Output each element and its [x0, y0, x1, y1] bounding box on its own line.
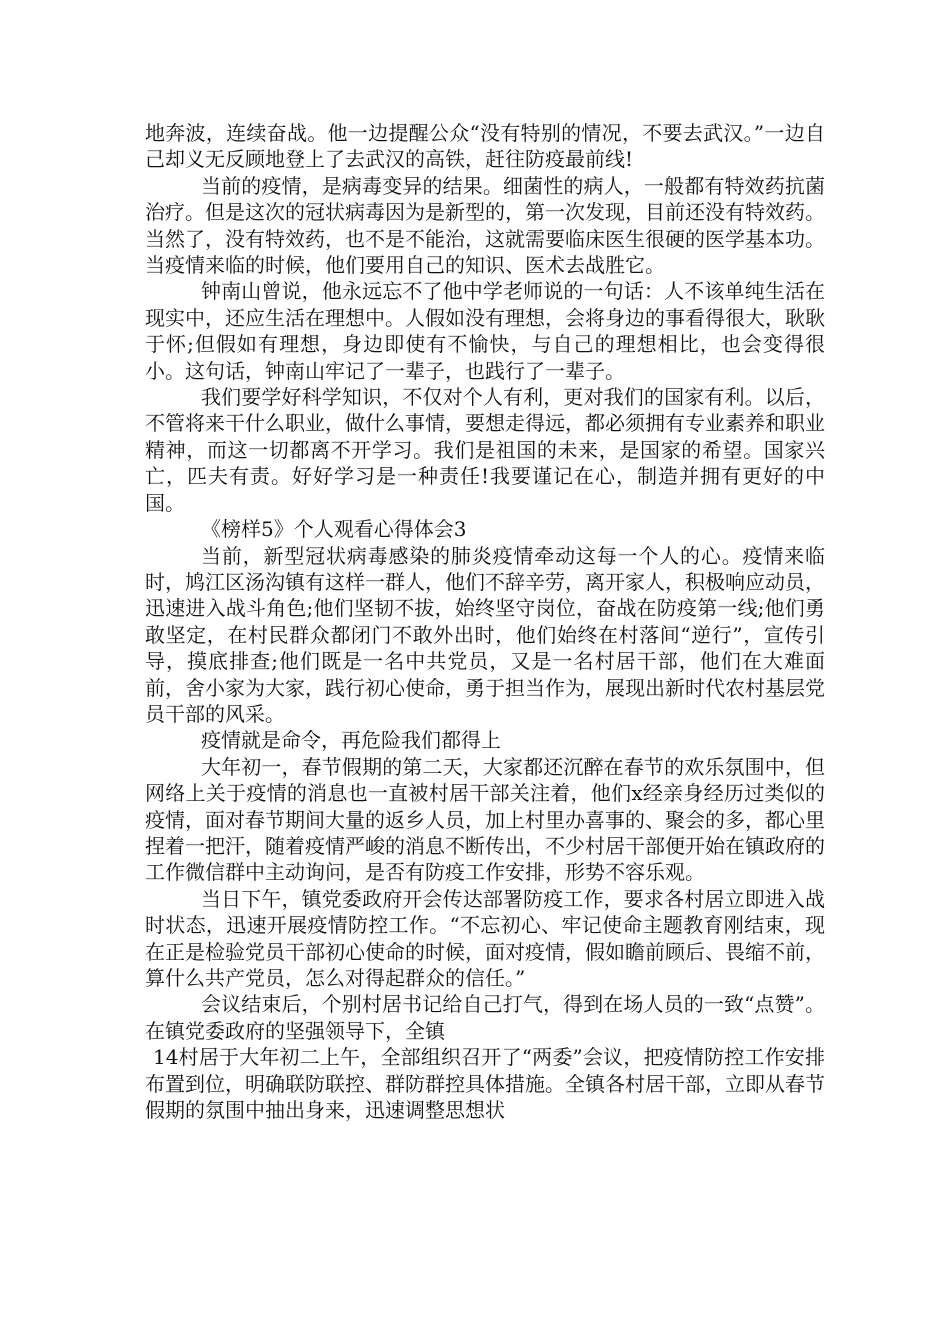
paragraph-2: 当前的疫情，是病毒变异的结果。细菌性的病人，一般都有特效药抗菌治疗。但是这次的冠状病毒因为是新型的，第一次发现，目前还没有特效药。当然了，没有特效药，也不是不能治，这就需要临床医生很硬的医学基本功。当疫情来临的时候，他们要用自己的知识、医术去战胜它。: [145, 173, 825, 278]
paragraph-4: 我们要学好科学知识，不仅对个人有利，更对我们的国家有利。以后，不管将来干什么职业，做什么事情，要想走得远，都必须拥有专业素养和职业精神，而这一切都离不开学习。我们是祖国的未来，是国家的希望。国家兴亡，匹夫有责。好好学习是一种责任!我要谨记在心，制造并拥有更好的中国。: [145, 385, 825, 515]
paragraph-1: 地奔波，连续奋战。他一边提醒公众“没有特别的情况，不要去武汉。”一边自己却义无反顾地登上了去武汉的高铁，赶往防疫最前线!: [145, 121, 825, 172]
paragraph-9: 14村居于大年初二上午，全部组织召开了“两委”会议，把疫情防控工作安排布置到位，明确联防联控、群防群控具体措施。全镇各村居干部，立即从春节假期的氛围中抽出身来，迅速调整思想状: [145, 1045, 825, 1123]
paragraph-7: 当日下午，镇党委政府开会传达部署防疫工作，要求各村居立即进入战时状态，迅速开展疫情防控工作。“不忘初心、牢记使命主题教育刚结束，现在正是检验党员干部初心使命的时候，面对疫情，假如瞻前顾后、畏缩不前，算什么共产党员，怎么对得起群众的信任。”: [145, 886, 825, 990]
paragraph-3: 钟南山曾说，他永远忘不了他中学老师说的一句话：人不该单纯生活在现实中，还应生活在理想中。人假如没有理想，会将身边的事看得很大，耿耿于怀;但假如有理想，身边即使有不愉快，与自己的理想相比，也会变得很小。这句话，钟南山牢记了一辈子，也践行了一辈子。: [145, 279, 825, 383]
paragraph-6: 大年初一，春节假期的第二天，大家都还沉醉在春节的欢乐氛围中，但网络上关于疫情的消息也一直被村居干部关注着，他们x经亲身经历过类似的疫情，面对春节期间大量的返乡人员，加上村里办喜事的、聚会的多，都心里捏着一把汗，随着疫情严峻的消息不断传出，不少村居干部便开始在镇政府的工作微信群中主动询问，是否有防疫工作安排，形势不容乐观。: [145, 754, 825, 885]
subheading: 疫情就是命令，再危险我们都得上: [201, 728, 501, 753]
paragraph-8: 会议结束后，个别村居书记给自己打气，得到在场人员的一致“点赞”。在镇党委政府的坚强领导下，全镇: [145, 992, 825, 1043]
section-heading: 《榜样5》个人观看心得体会3: [201, 517, 467, 542]
document-body: [145, 120, 825, 1123]
paragraph-5: 当前，新型冠状病毒感染的肺炎疫情牵动这每一个人的心。疫情来临时，鸠江区汤沟镇有这样一群人，他们不辞辛劳，离开家人，积极响应动员，迅速进入战斗角色;他们坚韧不拔，始终坚守岗位，奋战在防疫第一线;他们勇敢坚定，在村民群众都闭门不敢外出时，他们始终在村落间“逆行”，宣传引导，摸底排查;他们既是一名中共党员，又是一名村居干部，他们在大难面前，舍小家为大家，践行初心使命，勇于担当作为，展现出新时代农村基层党员干部的风采。: [145, 543, 825, 726]
